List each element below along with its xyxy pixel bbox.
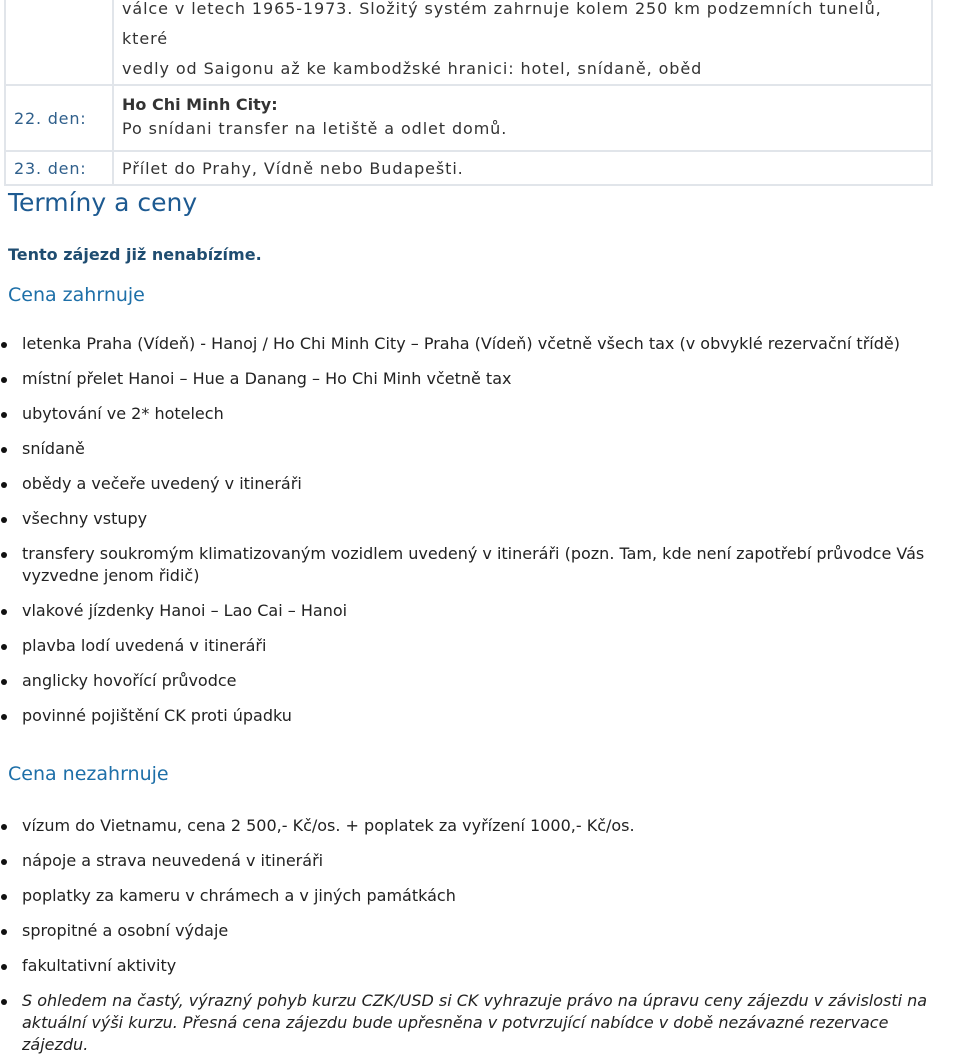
list-item: vlakové jízdenky Hanoi – Lao Cai – Hanoi (0, 600, 950, 622)
itinerary-desc-cell (113, 0, 932, 85)
list-item: plavba lodí uvedená v itineráři (0, 635, 950, 657)
list-item: všechny vstupy (0, 508, 950, 530)
itinerary-row (5, 151, 932, 185)
list-item: obědy a večeře uvedený v itineráři (0, 473, 950, 495)
itinerary-desc-cell (113, 85, 932, 151)
itinerary-day-label: 23. den: (5, 151, 113, 185)
list-item: nápoje a strava neuvedená v itineráři (0, 850, 950, 872)
list-item: fakultativní aktivity (0, 955, 950, 977)
excludes-list (0, 815, 950, 1056)
includes-heading: Cena zahrnuje (8, 284, 145, 306)
list-item: letenka Praha (Vídeň) - Hanoj / Ho Chi Minh City – Praha (Vídeň) včetně všech tax (v obvyklé rezervační třídě) (0, 333, 950, 355)
itinerary-day-cell (5, 0, 113, 85)
list-item: ubytování ve 2* hotelech (0, 403, 950, 425)
list-item: snídaně (0, 438, 950, 460)
excludes-heading: Cena nezahrnuje (8, 763, 169, 785)
itinerary-table (4, 0, 933, 186)
list-item: vízum do Vietnamu, cena 2 500,- Kč/os. + poplatek za vyřízení 1000,- Kč/os. (0, 815, 950, 837)
itinerary-text: Přílet do Prahy, Vídně nebo Budapešti. (113, 151, 932, 185)
terms-heading: Termíny a ceny (8, 188, 198, 217)
itinerary-text: vedly od Saigonu až ke kambodžské hranici: hotel, snídaně, oběd (122, 59, 703, 78)
itinerary-day-heading: Ho Chi Minh City: (122, 95, 278, 114)
list-item: místní přelet Hanoi – Hue a Danang – Ho Chi Minh včetně tax (0, 368, 950, 390)
list-item: povinné pojištění CK proti úpadku (0, 705, 950, 727)
itinerary-day-label: 22. den: (5, 85, 113, 151)
list-item: poplatky za kameru v chrámech a v jiných památkách (0, 885, 950, 907)
itinerary-row (5, 0, 932, 85)
list-item: transfery soukromým klimatizovaným vozidlem uvedený v itineráři (pozn. Tam, kde není zapotřebí průvodce Vás vyzvedne jenom řidič) (0, 543, 950, 587)
list-item: spropitné a osobní výdaje (0, 920, 950, 942)
itinerary-text: Po snídani transfer na letiště a odlet domů. (122, 119, 508, 138)
includes-list (0, 333, 950, 727)
offer-notice: Tento zájezd již nenabízíme. (8, 245, 262, 264)
list-item: S ohledem na častý, výrazný pohyb kurzu CZK/USD si CK vyhrazuje právo na úpravu ceny zájezdu v závislosti na aktuální výši kurzu. Přesná cena zájezdu bude upřesněna v potvrzující nabídce v době nezávazné rezervace zájezdu. (0, 990, 950, 1056)
list-item: anglicky hovořící průvodce (0, 670, 950, 692)
itinerary-text: válce v letech 1965-1973. Složitý systém zahrnuje kolem 250 km podzemních tunelů, které (122, 0, 882, 48)
itinerary-row (5, 85, 932, 151)
